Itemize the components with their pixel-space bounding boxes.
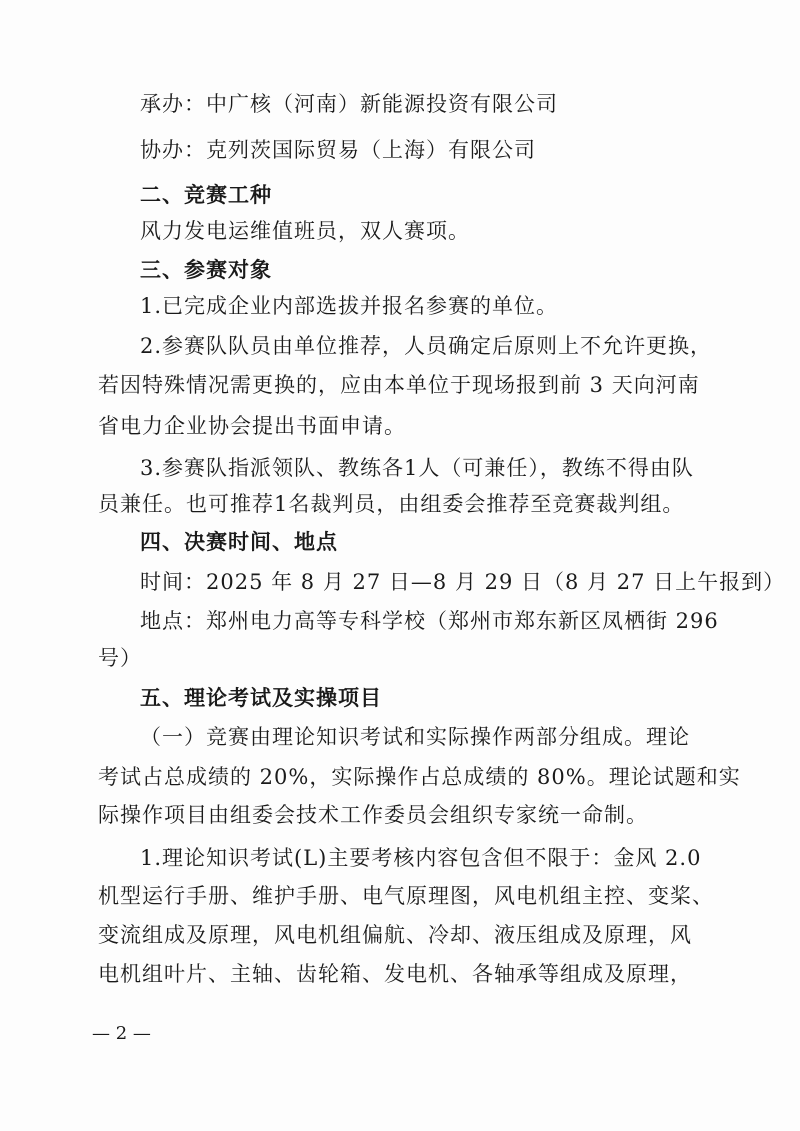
participants-item-2-line-1: 2.参赛队队员由单位推荐，人员确定后原则上不允许更换， (140, 334, 713, 358)
final-time: 时间：2025 年 8 月 27 日—8 月 29 日（8 月 27 日上午报到） (140, 570, 786, 594)
section-heading-final-time-place: 四、决赛时间、地点 (140, 530, 338, 554)
participants-item-3-line-2: 员兼任。也可推荐1名裁判员，由组委会推荐至竞赛裁判组。 (98, 492, 685, 516)
section-heading-exam-items: 五、理论考试及实操项目 (140, 686, 382, 710)
theory-exam-line-1: 1.理论知识考试(L)主要考核内容包含但不限于：金风 2.0 (140, 846, 702, 870)
final-place-line-2: 号） (98, 646, 142, 670)
theory-exam-line-3: 变流组成及原理，风电机组偏航、冷却、液压组成及原理，风 (98, 923, 692, 947)
exam-paragraph-1-line-3: 际操作项目由组委会技术工作委员会组织专家统一命制。 (98, 803, 648, 827)
participants-item-2-line-2: 若因特殊情况需更换的，应由本单位于现场报到前 3 天向河南 (98, 373, 700, 397)
exam-paragraph-1-line-2: 考试占总成绩的 20%，实际操作占总成绩的 80%。理论试题和实 (98, 765, 741, 789)
organizer-line: 承办：中广核（河南）新能源投资有限公司 (140, 92, 558, 116)
page-number: — 2 — (92, 1023, 151, 1044)
section-heading-participants: 三、参赛对象 (140, 258, 272, 282)
participants-item-3-line-1: 3.参赛队指派领队、教练各1人（可兼任），教练不得由队 (140, 456, 694, 480)
section-heading-competition-type: 二、竞赛工种 (140, 183, 272, 207)
participants-item-2-line-3: 省电力企业协会提出书面申请。 (98, 414, 406, 438)
theory-exam-line-4: 电机组叶片、主轴、齿轮箱、发电机、各轴承等组成及原理， (98, 962, 692, 986)
co-organizer-line: 协办：克列茨国际贸易（上海）有限公司 (140, 138, 536, 162)
participants-item-1: 1.已完成企业内部选拔并报名参赛的单位。 (140, 294, 559, 318)
final-place-line-1: 地点：郑州电力高等专科学校（郑州市郑东新区凤栖街 296 (140, 609, 719, 633)
theory-exam-line-2: 机型运行手册、维护手册、电气原理图，风电机组主控、变桨、 (98, 884, 714, 908)
section2-text: 风力发电运维值班员，双人赛项。 (140, 219, 470, 243)
exam-paragraph-1-line-1: （一）竞赛由理论知识考试和实际操作两部分组成。理论 (140, 725, 690, 749)
